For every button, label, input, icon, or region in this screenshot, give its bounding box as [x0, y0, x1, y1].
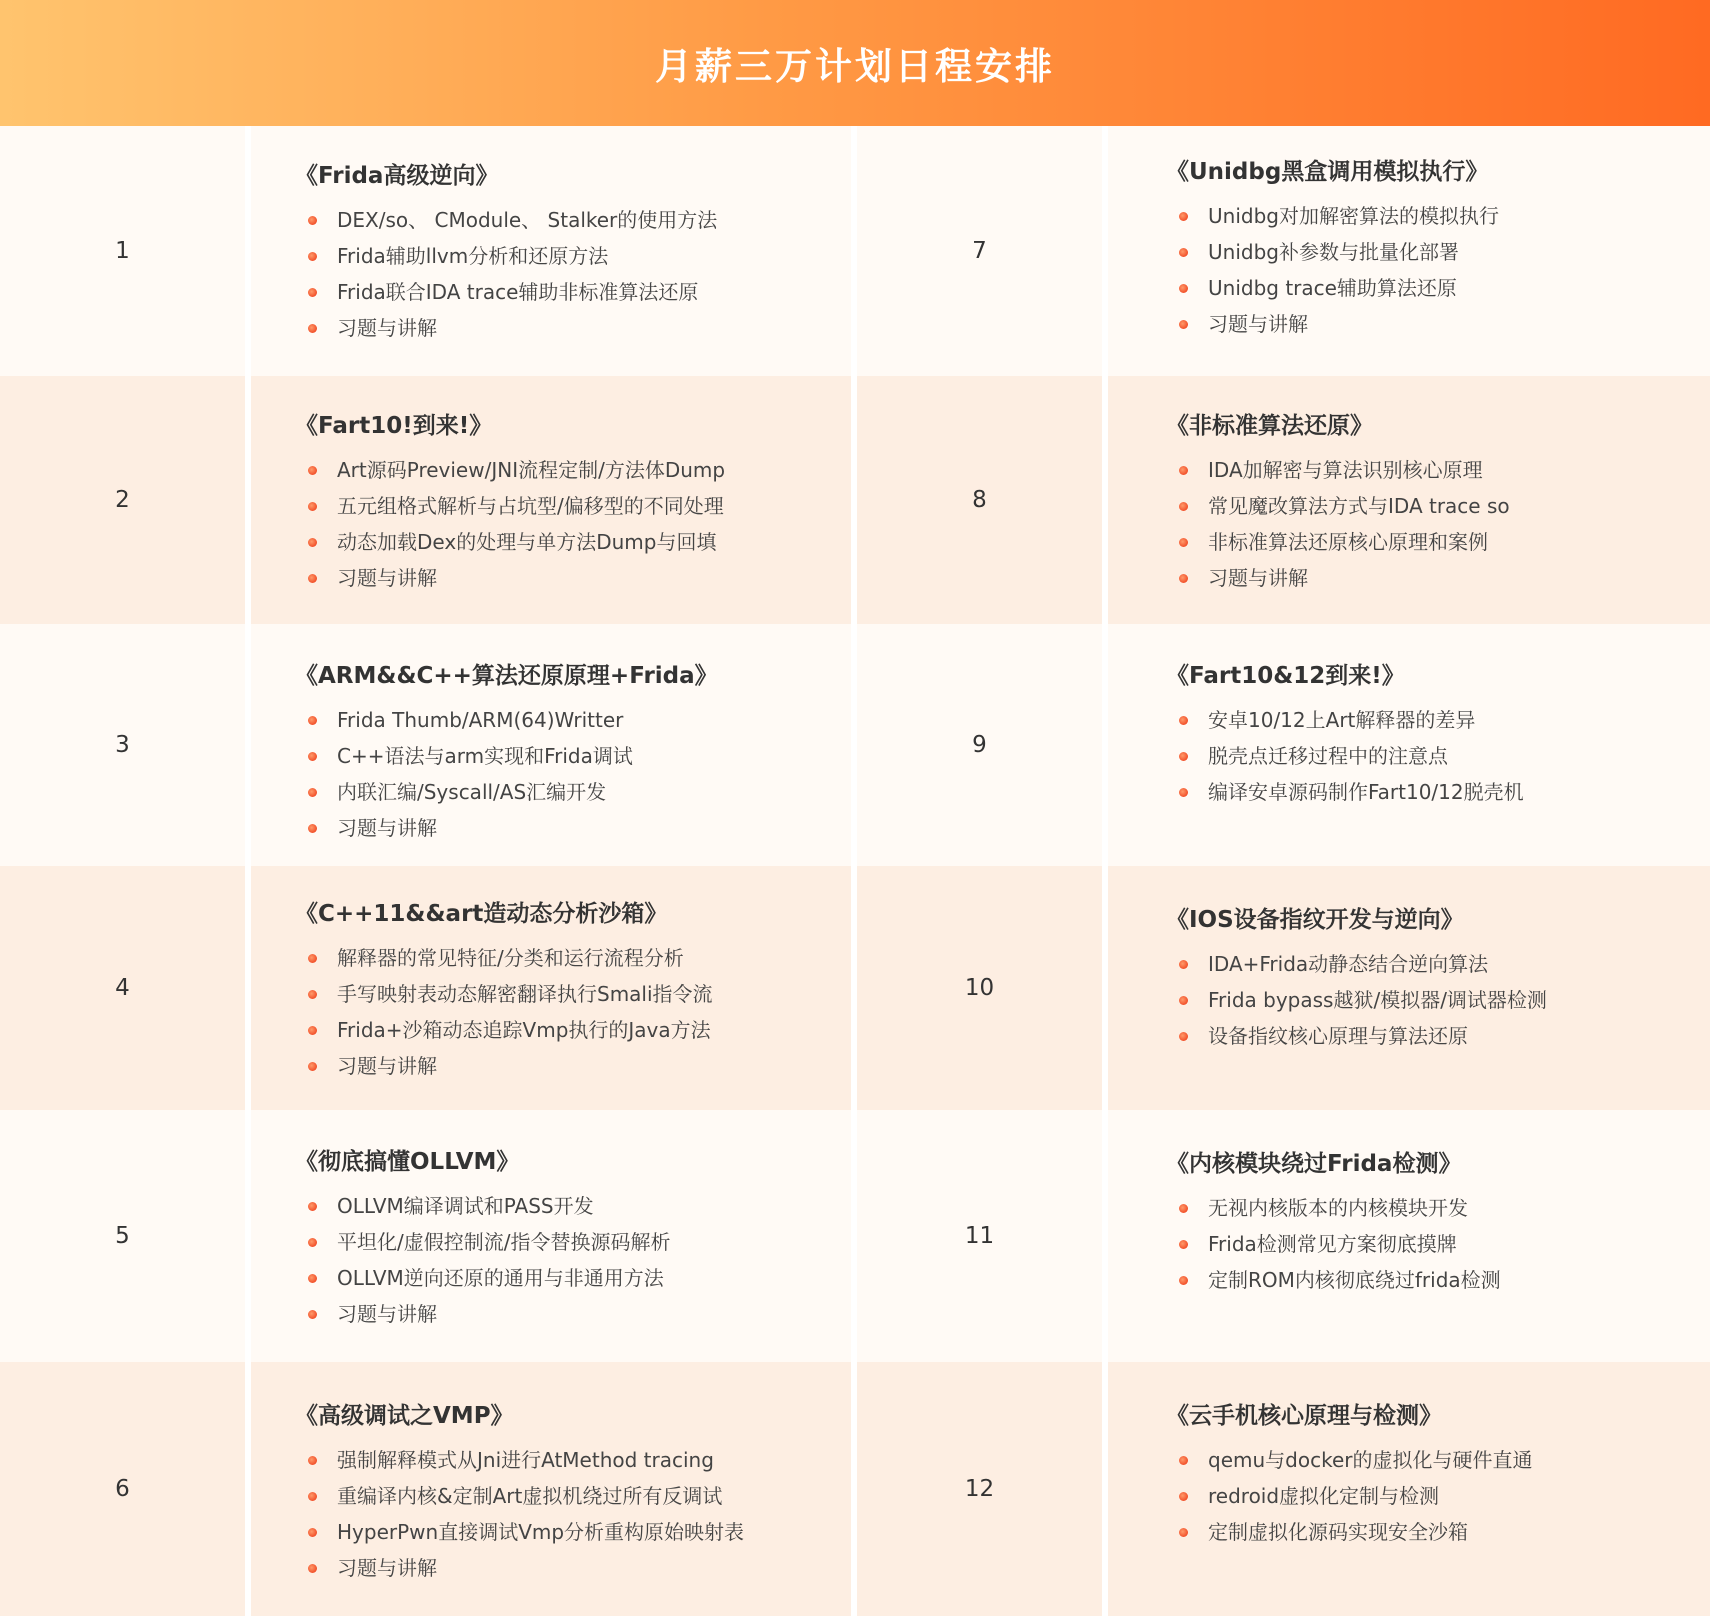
bullet-dot-icon — [308, 574, 317, 583]
session-title: 《Frida高级逆向》 — [295, 163, 499, 189]
session-number-cell — [0, 376, 248, 624]
topic-text: C++语法与arm实现和Frida调试 — [337, 744, 633, 768]
topic-item — [305, 1296, 841, 1332]
session-content-cell — [251, 126, 854, 376]
session-content — [1166, 1398, 1700, 1550]
session-title: 《内核模块绕过Frida检测》 — [1166, 1151, 1462, 1177]
session-number: 1 — [115, 238, 130, 264]
schedule-row — [0, 866, 1710, 1110]
topic-item — [1176, 982, 1700, 1018]
schedule-table — [0, 126, 1710, 1619]
topic-item — [1176, 488, 1700, 524]
session-number-cell — [857, 1362, 1105, 1616]
topic-text: Unidbg补参数与批量化部署 — [1208, 240, 1459, 264]
topic-item — [305, 702, 841, 738]
session-number: 4 — [115, 975, 130, 1001]
topic-text: Frida bypass越狱/模拟器/调试器检测 — [1208, 988, 1547, 1012]
topic-text: Frida+沙箱动态追踪Vmp执行的Java方法 — [337, 1018, 711, 1042]
topic-text: 定制虚拟化源码实现安全沙箱 — [1208, 1520, 1468, 1544]
session-content-cell — [251, 376, 854, 624]
topic-item — [1176, 774, 1700, 810]
session-title: 《非标准算法还原》 — [1166, 413, 1373, 439]
bullet-dot-icon — [308, 1026, 317, 1035]
topic-text: 习题与讲解 — [1208, 312, 1308, 336]
topic-text: 重编译内核&定制Art虚拟机绕过所有反调试 — [337, 1484, 723, 1508]
topic-item — [1176, 946, 1700, 982]
topic-text: 强制解释模式从Jni进行AtMethod tracing — [337, 1448, 714, 1472]
session-number-cell — [857, 1110, 1105, 1362]
topic-list — [305, 940, 841, 1084]
topic-list — [305, 1442, 841, 1586]
bullet-dot-icon — [1179, 752, 1188, 761]
topic-text: 安卓10/12上Art解释器的差异 — [1208, 708, 1476, 732]
topic-item — [305, 1224, 841, 1260]
topic-text: 手写映射表动态解密翻译执行Smali指令流 — [337, 982, 713, 1006]
topic-item — [305, 274, 841, 310]
topic-item — [1176, 1478, 1700, 1514]
bullet-dot-icon — [308, 538, 317, 547]
topic-item — [1176, 524, 1700, 560]
bullet-dot-icon — [308, 788, 317, 797]
bullet-dot-icon — [1179, 716, 1188, 725]
topic-item — [305, 202, 841, 238]
session-number: 10 — [964, 975, 995, 1001]
topic-list — [1176, 452, 1700, 596]
bullet-dot-icon — [308, 1456, 317, 1465]
topic-text: Art源码Preview/JNI流程定制/方法体Dump — [337, 458, 726, 482]
topic-text: 习题与讲解 — [337, 816, 437, 840]
session-content — [295, 408, 841, 596]
bullet-dot-icon — [308, 466, 317, 475]
session-number-cell — [0, 624, 248, 866]
session-title: 《ARM&&C++算法还原原理+Frida》 — [295, 663, 718, 689]
topic-item — [1176, 560, 1700, 596]
session-title: 《彻底搞懂OLLVM》 — [295, 1149, 520, 1175]
topic-item — [305, 1550, 841, 1586]
topic-list — [305, 452, 841, 596]
session-title: 《Fart10!到来!》 — [295, 413, 493, 439]
topic-text: 习题与讲解 — [337, 316, 437, 340]
schedule-row — [0, 376, 1710, 624]
topic-text: 定制ROM内核彻底绕过frida检测 — [1208, 1268, 1501, 1292]
session-number: 6 — [115, 1476, 130, 1502]
session-content-cell — [251, 1362, 854, 1616]
topic-list — [305, 702, 841, 846]
bullet-dot-icon — [1179, 320, 1188, 329]
topic-item — [305, 560, 841, 596]
topic-item — [305, 738, 841, 774]
session-number-cell — [0, 866, 248, 1110]
bullet-dot-icon — [1179, 466, 1188, 475]
topic-text: IDA+Frida动静态结合逆向算法 — [1208, 952, 1489, 976]
bullet-dot-icon — [308, 954, 317, 963]
topic-item — [305, 1048, 841, 1084]
schedule-row — [0, 1110, 1710, 1362]
topic-text: 五元组格式解析与占坑型/偏移型的不同处理 — [337, 494, 724, 518]
topic-text: qemu与docker的虚拟化与硬件直通 — [1208, 1448, 1533, 1472]
topic-item — [305, 524, 841, 560]
bullet-dot-icon — [308, 1062, 317, 1071]
session-content — [1166, 1146, 1700, 1298]
topic-text: 平坦化/虚假控制流/指令替换源码解析 — [337, 1230, 671, 1254]
bullet-dot-icon — [1179, 1032, 1188, 1041]
topic-item — [305, 1260, 841, 1296]
topic-text: 解释器的常见特征/分类和运行流程分析 — [337, 946, 684, 970]
topic-text: 习题与讲解 — [337, 1556, 437, 1580]
session-content — [295, 1144, 841, 1332]
bullet-dot-icon — [1179, 538, 1188, 547]
topic-item — [305, 810, 841, 846]
bullet-dot-icon — [308, 1310, 317, 1319]
session-content-cell — [1108, 376, 1710, 624]
topic-item — [1176, 702, 1700, 738]
session-content-cell — [1108, 126, 1710, 376]
topic-item — [1176, 1226, 1700, 1262]
topic-text: Unidbg trace辅助算法还原 — [1208, 276, 1457, 300]
topic-item — [305, 238, 841, 274]
topic-text: 内联汇编/Syscall/AS汇编开发 — [337, 780, 607, 804]
bullet-dot-icon — [308, 216, 317, 225]
topic-list — [1176, 702, 1700, 810]
topic-text: Frida检测常见方案彻底摸牌 — [1208, 1232, 1457, 1256]
topic-item — [1176, 1442, 1700, 1478]
bullet-dot-icon — [1179, 960, 1188, 969]
page-title: 月薪三万计划日程安排 — [655, 45, 1055, 88]
bullet-dot-icon — [1179, 1528, 1188, 1537]
topic-text: 习题与讲解 — [1208, 566, 1308, 590]
bullet-dot-icon — [308, 752, 317, 761]
session-number: 5 — [115, 1223, 130, 1249]
topic-text: 无视内核版本的内核模块开发 — [1208, 1196, 1468, 1220]
bullet-dot-icon — [1179, 248, 1188, 257]
schedule-row — [0, 126, 1710, 376]
session-content-cell — [1108, 1110, 1710, 1362]
session-number-cell — [0, 1362, 248, 1616]
session-title: 《C++11&&art造动态分析沙箱》 — [295, 901, 668, 927]
session-number-cell — [0, 1110, 248, 1362]
session-content — [1166, 658, 1700, 810]
bullet-dot-icon — [308, 1202, 317, 1211]
topic-text: OLLVM逆向还原的通用与非通用方法 — [337, 1266, 664, 1290]
bullet-dot-icon — [1179, 502, 1188, 511]
topic-list — [1176, 198, 1700, 342]
topic-item — [305, 310, 841, 346]
bullet-dot-icon — [308, 990, 317, 999]
bullet-dot-icon — [308, 1492, 317, 1501]
topic-text: Frida联合IDA trace辅助非标准算法还原 — [337, 280, 699, 304]
topic-item — [305, 1514, 841, 1550]
schedule-row — [0, 624, 1710, 866]
topic-item — [1176, 306, 1700, 342]
bullet-dot-icon — [1179, 284, 1188, 293]
bullet-dot-icon — [308, 716, 317, 725]
session-content-cell — [251, 1110, 854, 1362]
bullet-dot-icon — [308, 252, 317, 261]
topic-item — [1176, 234, 1700, 270]
topic-text: Frida辅助llvm分析和还原方法 — [337, 244, 609, 268]
session-number-cell — [857, 866, 1105, 1110]
bullet-dot-icon — [1179, 212, 1188, 221]
topic-text: 设备指纹核心原理与算法还原 — [1208, 1024, 1468, 1048]
bullet-dot-icon — [1179, 1240, 1188, 1249]
topic-text: 脱壳点迁移过程中的注意点 — [1208, 744, 1448, 768]
topic-text: 编译安卓源码制作Fart10/12脱壳机 — [1208, 780, 1524, 804]
session-number-cell — [857, 126, 1105, 376]
bullet-dot-icon — [308, 324, 317, 333]
session-number-cell — [857, 624, 1105, 866]
session-number: 12 — [964, 1476, 995, 1502]
topic-text: HyperPwn直接调试Vmp分析重构原始映射表 — [337, 1520, 745, 1544]
session-number: 8 — [972, 487, 987, 513]
topic-item — [1176, 270, 1700, 306]
topic-item — [305, 452, 841, 488]
topic-list — [1176, 1442, 1700, 1550]
topic-text: redroid虚拟化定制与检测 — [1208, 1484, 1440, 1508]
topic-text: OLLVM编译调试和PASS开发 — [337, 1194, 594, 1218]
topic-item — [305, 774, 841, 810]
session-content — [1166, 408, 1700, 596]
topic-list — [305, 202, 841, 346]
session-number: 7 — [972, 238, 987, 264]
topic-list — [1176, 1190, 1700, 1298]
topic-item — [305, 488, 841, 524]
session-number-cell — [857, 376, 1105, 624]
session-content — [1166, 902, 1700, 1054]
session-number: 11 — [964, 1223, 995, 1249]
bullet-dot-icon — [308, 1528, 317, 1537]
topic-text: 动态加载Dex的处理与单方法Dump与回填 — [337, 530, 717, 554]
session-content-cell — [1108, 866, 1710, 1110]
schedule-row — [0, 1362, 1710, 1619]
session-content-cell — [251, 866, 854, 1110]
header-banner — [0, 0, 1710, 126]
topic-item — [305, 1012, 841, 1048]
session-title: 《IOS设备指纹开发与逆向》 — [1166, 907, 1464, 933]
session-content — [1166, 154, 1700, 342]
topic-item — [1176, 738, 1700, 774]
session-content — [295, 658, 841, 846]
bullet-dot-icon — [308, 1564, 317, 1573]
session-title: 《Unidbg黑盒调用模拟执行》 — [1166, 159, 1489, 185]
topic-item — [1176, 1018, 1700, 1054]
topic-item — [305, 1478, 841, 1514]
topic-text: 习题与讲解 — [337, 1302, 437, 1326]
topic-item — [1176, 452, 1700, 488]
bullet-dot-icon — [1179, 1456, 1188, 1465]
session-title: 《Fart10&12到来!》 — [1166, 663, 1405, 689]
bullet-dot-icon — [1179, 1492, 1188, 1501]
session-number: 9 — [972, 732, 987, 758]
bullet-dot-icon — [308, 824, 317, 833]
topic-text: 习题与讲解 — [337, 566, 437, 590]
session-number: 2 — [115, 487, 130, 513]
bullet-dot-icon — [1179, 1204, 1188, 1213]
topic-text: DEX/so、 CModule、 Stalker的使用方法 — [337, 208, 718, 232]
session-number-cell — [0, 126, 248, 376]
session-content — [295, 896, 841, 1084]
topic-text: 非标准算法还原核心原理和案例 — [1208, 530, 1488, 554]
topic-text: Unidbg对加解密算法的模拟执行 — [1208, 204, 1499, 228]
bullet-dot-icon — [308, 1274, 317, 1283]
session-content-cell — [1108, 624, 1710, 866]
session-content-cell — [251, 624, 854, 866]
topic-item — [305, 976, 841, 1012]
session-title: 《高级调试之VMP》 — [295, 1403, 514, 1429]
topic-item — [1176, 1514, 1700, 1550]
topic-item — [305, 1188, 841, 1224]
topic-list — [1176, 946, 1700, 1054]
bullet-dot-icon — [308, 502, 317, 511]
topic-item — [1176, 198, 1700, 234]
topic-text: 常见魔改算法方式与IDA trace so — [1208, 494, 1510, 518]
topic-item — [305, 940, 841, 976]
bullet-dot-icon — [1179, 996, 1188, 1005]
bullet-dot-icon — [1179, 1276, 1188, 1285]
session-content — [295, 1398, 841, 1586]
session-content — [295, 158, 841, 346]
session-title: 《云手机核心原理与检测》 — [1166, 1403, 1442, 1429]
topic-item — [305, 1442, 841, 1478]
topic-text: IDA加解密与算法识别核心原理 — [1208, 458, 1483, 482]
bullet-dot-icon — [1179, 574, 1188, 583]
session-number: 3 — [115, 732, 130, 758]
bullet-dot-icon — [308, 288, 317, 297]
session-content-cell — [1108, 1362, 1710, 1616]
topic-list — [305, 1188, 841, 1332]
bullet-dot-icon — [308, 1238, 317, 1247]
topic-item — [1176, 1262, 1700, 1298]
topic-text: 习题与讲解 — [337, 1054, 437, 1078]
bullet-dot-icon — [1179, 788, 1188, 797]
topic-item — [1176, 1190, 1700, 1226]
topic-text: Frida Thumb/ARM(64)Writter — [337, 708, 624, 732]
